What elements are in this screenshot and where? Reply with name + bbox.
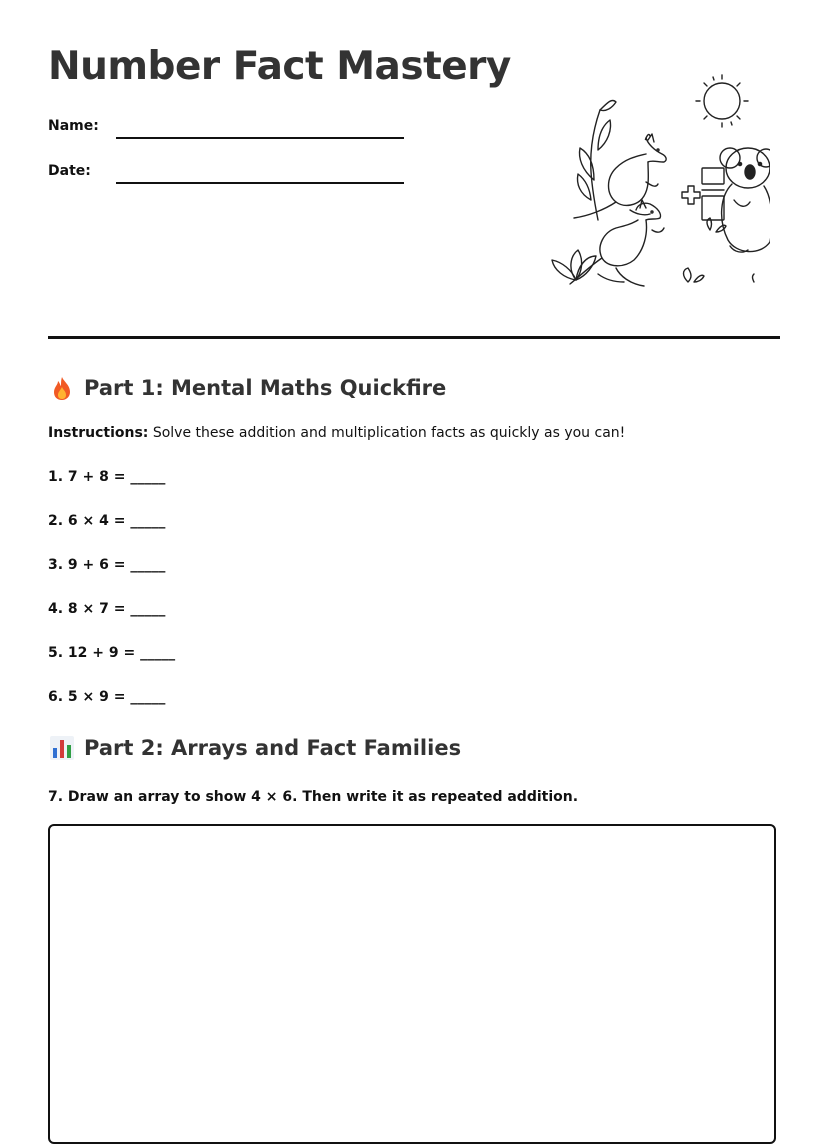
question-3[interactable]: 3. 9 + 6 = _____: [48, 557, 166, 573]
question-2[interactable]: 2. 6 × 4 = _____: [48, 513, 166, 529]
instructions: [48, 425, 625, 441]
name-writing-line[interactable]: [116, 137, 404, 139]
sun-icon: [696, 75, 748, 127]
question-1[interactable]: 1. 7 + 8 = _____: [48, 469, 166, 485]
part1-heading-text: Part 1: Mental Maths Quickfire: [84, 376, 447, 400]
fire-icon: [48, 374, 76, 402]
section-divider: [48, 336, 780, 339]
question-7: 7. Draw an array to show 4 × 6. Then write it as repeated addition.: [48, 789, 579, 805]
bar-chart-icon: [48, 734, 76, 762]
array-drawing-box[interactable]: [48, 824, 776, 1144]
question-5[interactable]: 5. 12 + 9 = _____: [48, 645, 176, 661]
fern-icon: [552, 250, 596, 280]
instructions-text: Solve these addition and multiplication facts as quickly as you can!: [148, 425, 626, 441]
koala-icon: [720, 148, 770, 252]
part2-heading-text: Part 2: Arrays and Fact Families: [84, 736, 462, 760]
kangaroo-koala-illustration-icon: [520, 70, 770, 302]
name-label: Name:: [48, 118, 99, 134]
plus-box-icon: [682, 168, 724, 220]
date-label: Date:: [48, 163, 91, 179]
instructions-label: Instructions:: [48, 425, 149, 441]
date-writing-line[interactable]: [116, 182, 404, 184]
sprout-icon: [684, 218, 755, 282]
joey-kangaroo-icon: [570, 200, 664, 286]
question-4[interactable]: 4. 8 × 7 = _____: [48, 601, 166, 617]
part2-heading: [48, 734, 461, 762]
page-title: Number Fact Mastery: [48, 44, 511, 89]
part1-heading: [48, 374, 446, 402]
question-6[interactable]: 6. 5 × 9 = _____: [48, 689, 166, 705]
name-field: [48, 116, 408, 142]
plant-icon: [578, 100, 616, 220]
worksheet-page: [48, 0, 780, 1118]
date-field: [48, 161, 408, 187]
